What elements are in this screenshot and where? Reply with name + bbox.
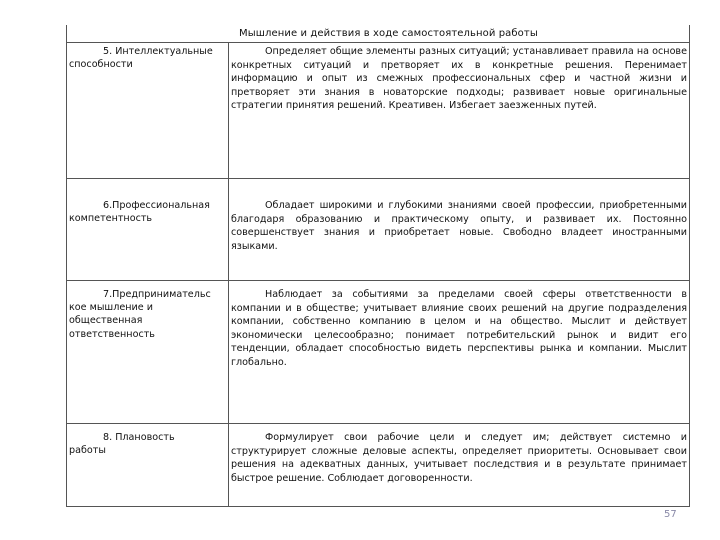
competency-label (69, 199, 226, 225)
table-row (67, 281, 689, 424)
column-divider (228, 281, 229, 423)
table-header-title: Мышление и действия в ходе самостоятельной работы (239, 28, 538, 39)
competency-label-line: способности (69, 59, 133, 71)
competency-label-line: общественная (69, 315, 143, 327)
column-divider (228, 424, 229, 507)
competency-table (66, 25, 690, 507)
competency-description: Формулирует свои рабочие цели и следует им; действует системно и структурирует сложные деловые аспекты, определяет приоритеты. Основывает свои решения на адекватных данных, учитывает последствия и в результате принимает быстрое решение. Соблюдает договоренности. (231, 432, 687, 484)
table-row (67, 43, 689, 179)
competency-label-line: 5. Интеллектуальные (103, 46, 213, 57)
table-header-row (67, 25, 689, 43)
competency-label (69, 288, 226, 341)
competency-label-line: ответственность (69, 328, 155, 340)
competency-label-line: кое мышление и (69, 302, 153, 314)
competency-label (69, 431, 226, 457)
competency-description: Определяет общие элементы разных ситуаций; устанавливает правила на основе конкретных ситуаций и претворяет их в конкретные решения. Перенимает информацию и опыт из смежных профессиональных сфер и частной жизни и претворяет эти знания в новаторские подходы; развивает новые оригинальные стратегии принятия решений. Креативен. Избегает заезженных путей. (231, 46, 687, 112)
competency-label-line: компетентность (69, 213, 153, 225)
column-divider (228, 179, 229, 280)
competency-label (69, 45, 226, 71)
page-number: 57 (664, 509, 677, 520)
column-divider (228, 43, 229, 178)
table-row (67, 424, 689, 507)
competency-label-line: работы (69, 445, 106, 457)
competency-label-line: 7.Предпринимательс (103, 289, 211, 300)
table-row (67, 179, 689, 281)
competency-description: Наблюдает за событиями за пределами своей сферы ответственности в компании и в обществе; учитывает влияние своих решений на другие подразделения компании, собственно компанию в целом и на общество. Мыслит и действует экономически целесообразно; понимает потребительский рынок и видит его тенденции, обладает способностью видеть перспективы рынка и компании. Мыслит глобально. (231, 289, 687, 368)
competency-label-line: 8. Плановость (103, 432, 175, 443)
competency-label-line: 6.Профессиональная (103, 200, 210, 211)
competency-description: Обладает широкими и глубокими знаниями своей профессии, приобретенными благодаря образованию и практическому опыту, и развивает их. Постоянно совершенствует знания и приобретает новые. Свободно владеет иностранными языками. (231, 200, 687, 252)
